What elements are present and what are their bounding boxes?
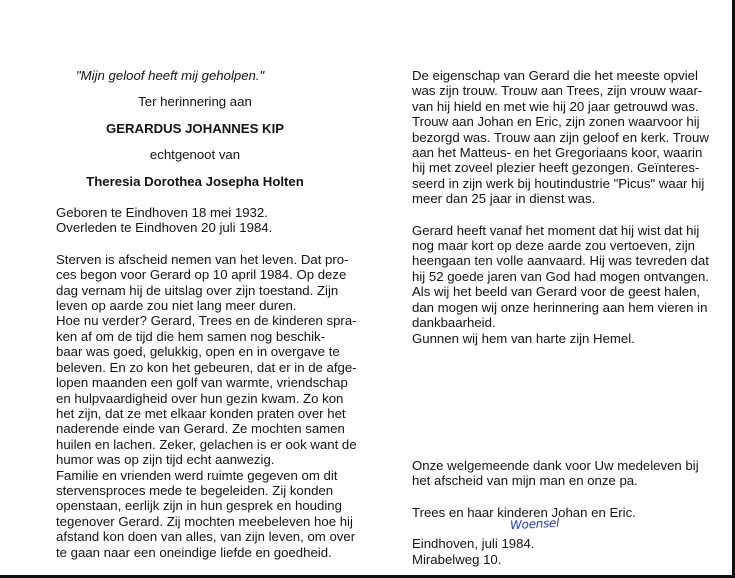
text-line: hij 52 goede jaren van God had mogen ontvangen. xyxy=(412,268,709,284)
text-line: was zijn trouw. Trouw aan Trees, zijn vrouw waar- xyxy=(412,83,703,99)
text-line: van hij hield en met wie hij 20 jaar getrouwd was. xyxy=(412,98,699,114)
deceased-name: GERARDUS JOHANNES KIP xyxy=(105,120,285,136)
text-line: huilen en lachen. Zeker, gelachen is er ook want de xyxy=(56,436,357,452)
text-line: ken af om de tijd die hem samen nog beschik- xyxy=(56,328,326,344)
text-line: dankbaarheid. xyxy=(412,315,496,331)
text-line: het zijn, dat ze met elkaar konden praten over het xyxy=(56,405,346,421)
place-date: Eindhoven, juli 1984. xyxy=(412,536,535,552)
text-line: en hulpvaardigheid over hun gezin kwam. Zo kon xyxy=(56,390,344,406)
thanks-line: Onze welgemeende dank voor Uw medeleven bij xyxy=(412,457,699,473)
text-line: Familie en vrienden werd ruimte gegeven om dit xyxy=(56,467,338,483)
address: Mirabelweg 10. xyxy=(412,551,502,567)
text-line: dan mogen wij onze herinnering aan hem vieren in xyxy=(412,299,708,315)
right-column xyxy=(412,68,709,567)
death-line: Overleden te Eindhoven 20 juli 1984. xyxy=(56,220,273,236)
text-line: humor was op zijn tijd echt aanwezig. xyxy=(56,452,275,468)
text-line: Sterven is afscheid nemen van het leven. Dat pro- xyxy=(56,251,349,267)
text-line: heengaan ten volle aanvaard. Hij was tevreden dat xyxy=(412,253,709,269)
spouse-name: Theresia Dorothea Josepha Holten xyxy=(86,173,304,189)
text-line: nog maar kort op deze aarde zou vertoeven, zijn xyxy=(412,238,695,254)
left-column xyxy=(56,68,357,560)
handwritten-annotation: Woensel xyxy=(509,515,560,533)
text-line: te gaan naar een oneindige liefde en goedheid. xyxy=(56,544,332,560)
thanks-line: het afscheid van mijn man en onze pa. xyxy=(412,473,638,489)
text-line: openstaan, eerlijk zijn in hun gesprek en houding xyxy=(56,498,342,514)
text-line: leven op aarde zou niet lang meer duren. xyxy=(56,298,297,314)
text-line: beleven. En zo kon het gebeuren, dat er in de afge- xyxy=(56,359,357,375)
text-line: stervensproces mede te begeleiden. Zij konden xyxy=(56,482,334,498)
text-line: Gunnen wij hem van harte zijn Hemel. xyxy=(412,330,635,346)
text-line: Hoe nu verder? Gerard, Trees en de kinderen spra- xyxy=(56,313,357,329)
spouse-intro: echtgenoot van xyxy=(149,147,241,163)
text-line: seerd in zijn werk bij houtindustrie "Picus" waar hij xyxy=(412,175,705,191)
signature-line: Trees en haar kinderen Johan en Eric. xyxy=(412,504,636,520)
text-line: Gerard heeft vanaf het moment dat hij wist dat hij xyxy=(412,222,700,238)
remembrance-line: Ter herinnering aan xyxy=(138,94,252,110)
motto-quote: "Mijn geloof heeft mij geholpen." xyxy=(76,68,265,83)
text-line: ces begon voor Gerard op 10 april 1984. Op deze xyxy=(56,267,347,283)
text-line: naderende einde van Gerard. Ze mochten samen xyxy=(56,421,345,437)
text-line: hij met zoveel plezier heeft gezongen. Geïnteres- xyxy=(412,160,700,176)
text-line: aan het Matteus- en het Gregoriaans koor, waarin xyxy=(412,145,703,161)
text-line: dag vernam hij de uitslag over zijn toestand. Zijn xyxy=(56,282,339,298)
text-line: meer dan 25 jaar in dienst was. xyxy=(412,191,596,207)
birth-line: Geboren te Eindhoven 18 mei 1932. xyxy=(56,205,268,221)
text-line: lopen maanden een golf van warmte, vriendschap xyxy=(56,375,348,391)
text-line: Trouw aan Johan en Eric, zijn zonen waarvoor hij xyxy=(412,114,700,130)
text-line: Als wij het beeld van Gerard voor de geest halen, xyxy=(412,284,701,300)
text-line: tegenover Gerard. Zij mochten meebeleven hoe hij xyxy=(56,513,353,529)
text-line: De eigenschap van Gerard die het meeste opviel xyxy=(412,68,698,83)
text-line: bezorgd was. Trouw aan zijn geloof en kerk. Trouw xyxy=(412,129,709,145)
text-line: afstand kon doen van alles, van zijn leven, om over xyxy=(56,529,356,545)
text-line: baar was goed, gelukkig, open en in overgave te xyxy=(56,344,340,360)
